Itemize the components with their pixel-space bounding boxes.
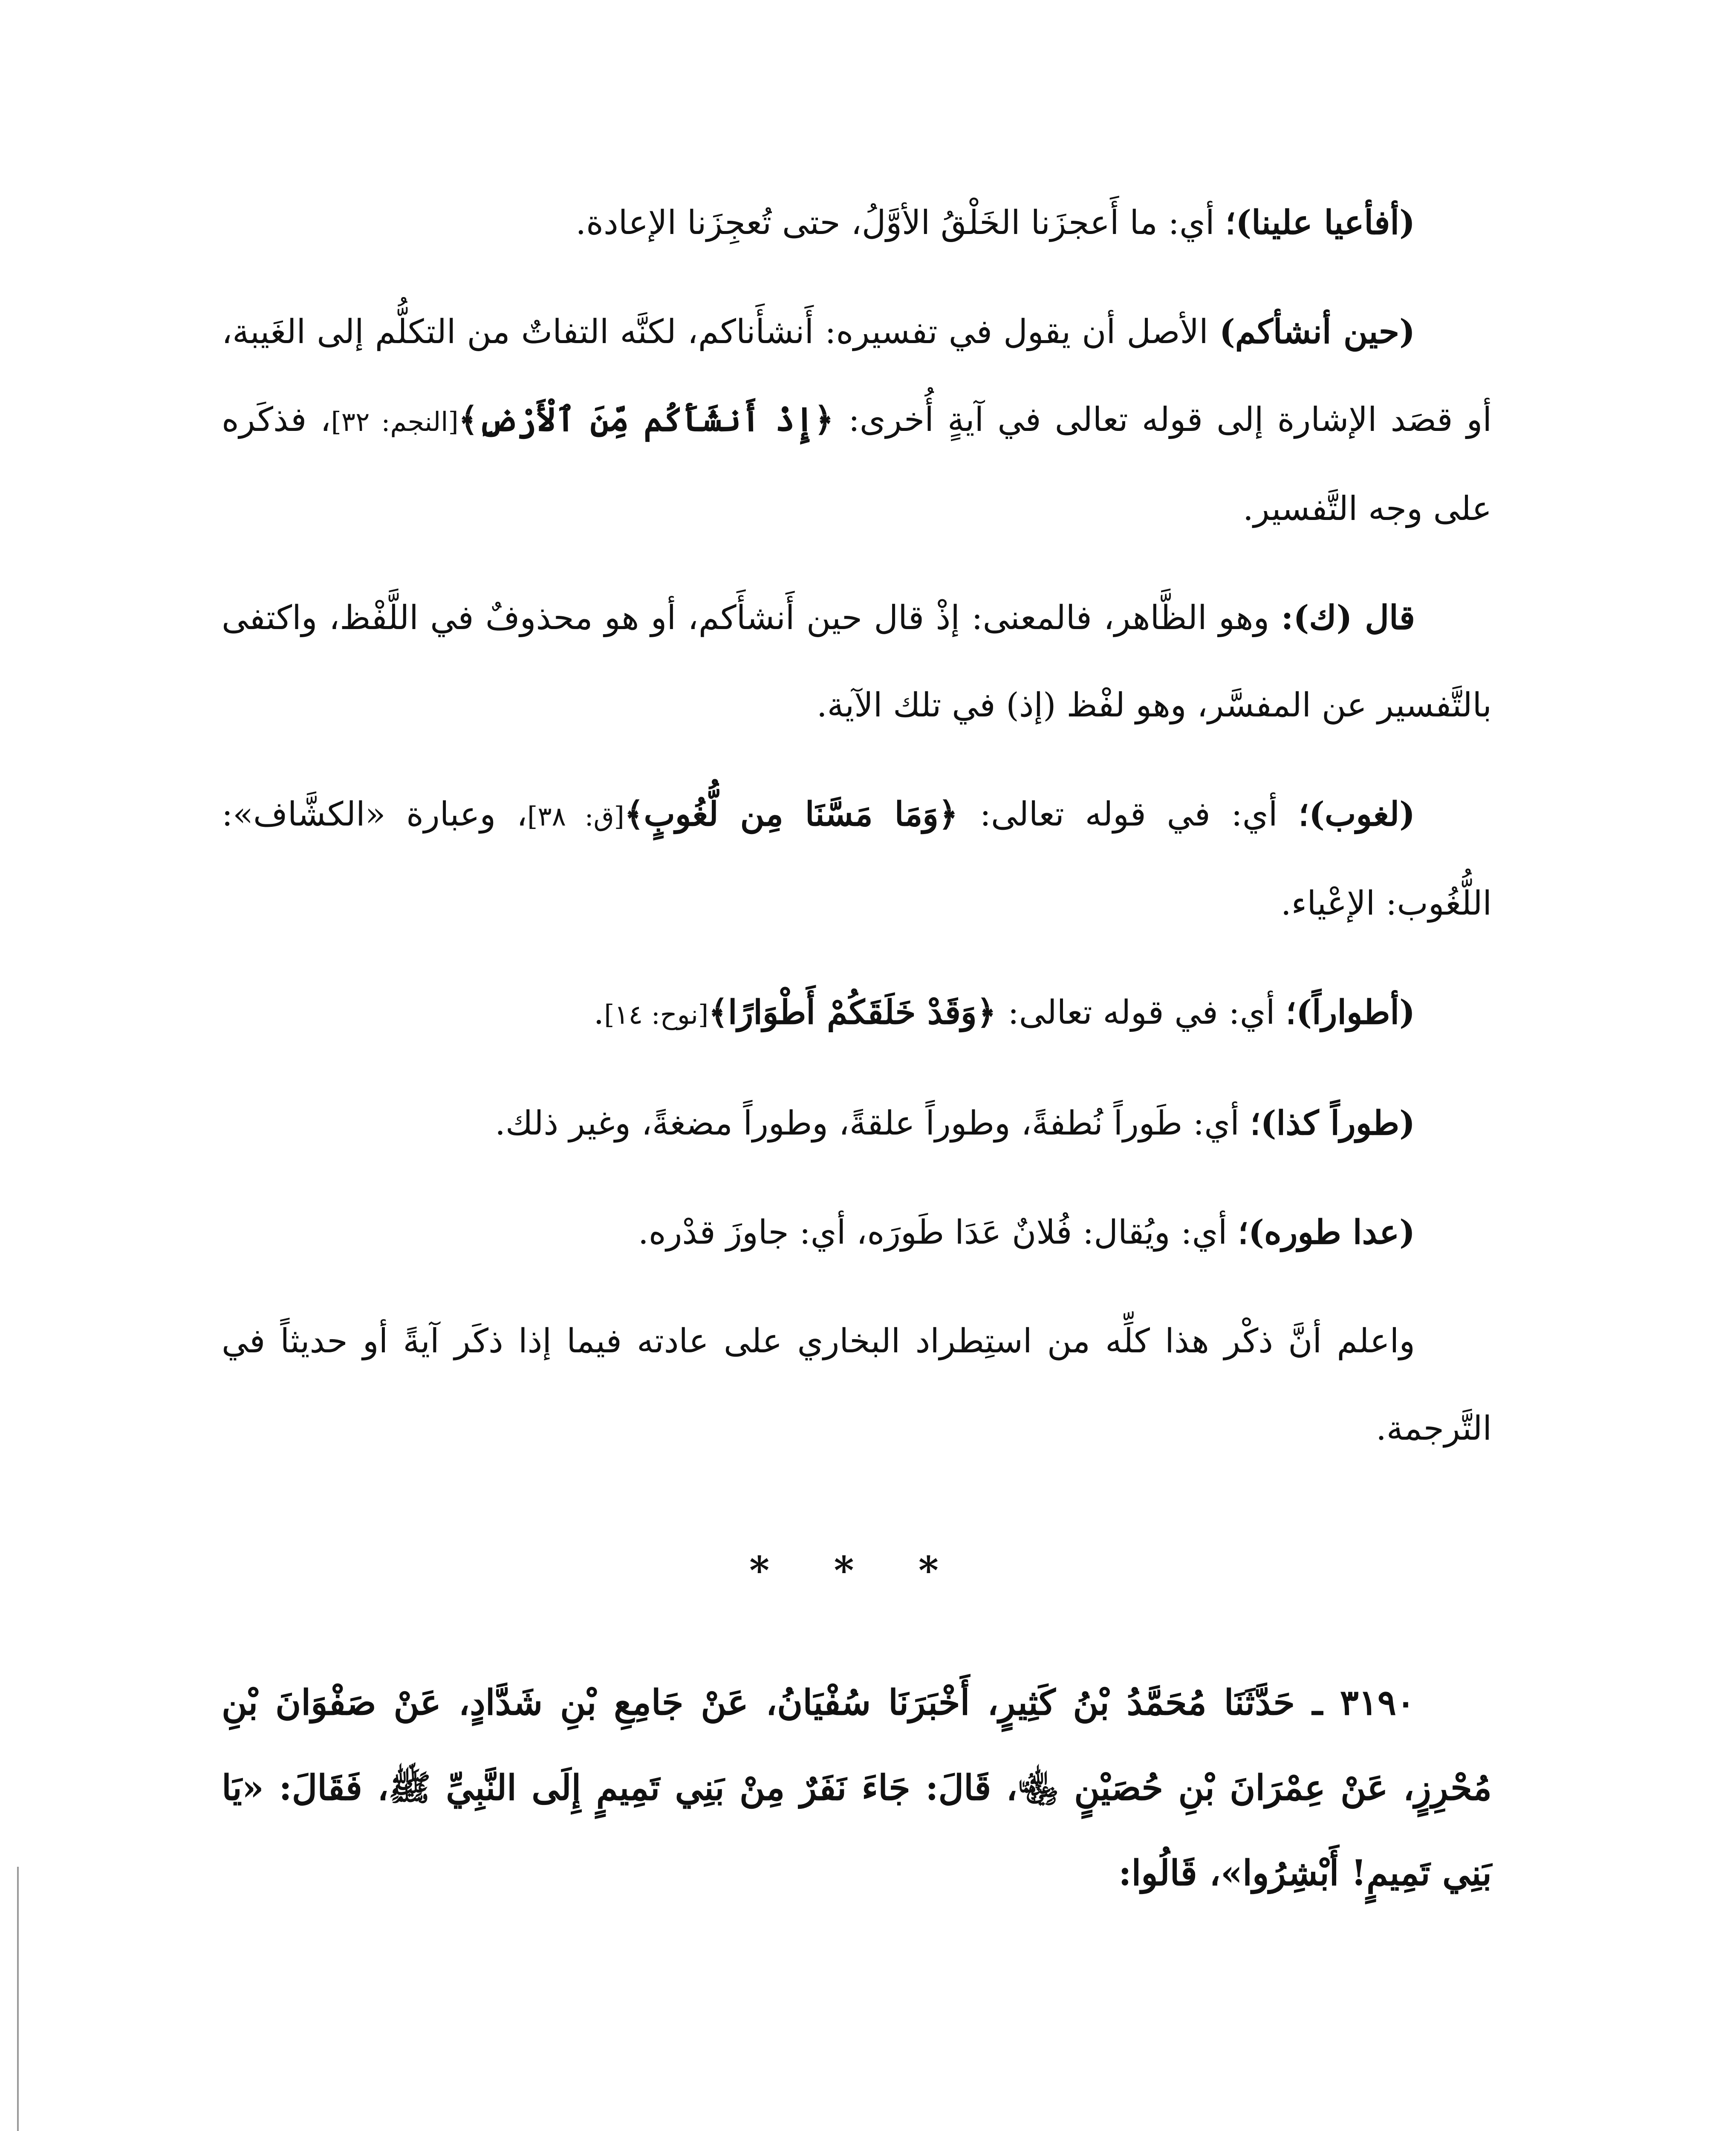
paragraph-body: وهو الظَّاهر، فالمعنى: إذْ قال حين أَنشأَكم، أو هو محذوفٌ في اللَّفْظ، واكتفى بالتَّفسير عن المفسَّر، وهو لفْظ (إذ) في تلك الآية. bbox=[222, 599, 1492, 725]
paragraph-body: واعلم أنَّ ذكْر هذا كلِّه من استِطراد البخاري على عادته فيما إذا ذكَر آيةً أو حديثاً في التَّرجمة. bbox=[222, 1322, 1492, 1448]
paragraph-body: أي: ويُقال: فُلانٌ عَدَا طَورَه، أي: جاوزَ قدْره. bbox=[638, 1213, 1238, 1252]
paragraph-body: الأصل أن يقول في تفسيره: أَنشأَناكم، لكنَّه التفاتٌ من التكلُّم إلى الغَيبة، أو قصَد الإشارة إلى قوله تعالى في آيةٍ أُخرى: bbox=[222, 313, 1492, 439]
paragraph-afaayina bbox=[222, 179, 1492, 267]
verse-reference: [ق: ٣٨] bbox=[527, 801, 624, 832]
term-heading: (عدا طوره)؛ bbox=[1238, 1213, 1415, 1252]
verse-reference: [النجم: ٣٢] bbox=[331, 406, 459, 437]
term-heading: قال (ك): bbox=[1281, 598, 1415, 637]
paragraph-tawran-kadha bbox=[222, 1080, 1492, 1167]
paragraph-ada-tawrah bbox=[222, 1189, 1492, 1276]
paragraph-body: أي: ما أَعجزَنا الخَلْقُ الأوَّلُ، حتى تُعجِزَنا الإعادة. bbox=[575, 204, 1225, 242]
paragraph-qala-k bbox=[222, 574, 1492, 749]
hadith-text: ٣١٩٠ ـ حَدَّثَنَا مُحَمَّدُ بْنُ كَثِيرٍ، أَخْبَرَنَا سُفْيَانُ، عَنْ جَامِعِ بْنِ شَدَّادٍ، عَنْ صَفْوَانَ بْنِ مُحْرِزٍ، عَنْ عِمْرَانَ بْنِ حُصَيْنٍ ﵄، قَالَ: جَاءَ نَفَرٌ مِنْ بَنِي تَمِيمٍ إِلَى النَّبِيِّ ﷺ، فَقَالَ: «يَا بَنِي تَمِيمٍ! أَبْشِرُوا»، قَالُوا: bbox=[222, 1682, 1492, 1894]
term-heading: (لغوب)؛ bbox=[1298, 795, 1415, 834]
commentary-text bbox=[222, 179, 1492, 1916]
paragraph-tail: ، فذكَره على وجه التَّفسير. bbox=[222, 401, 1492, 528]
paragraph-atwaran bbox=[222, 969, 1492, 1058]
term-heading: (طوراً كذا)؛ bbox=[1250, 1104, 1415, 1143]
term-heading: (أفأعيا علينا)؛ bbox=[1225, 203, 1415, 242]
term-heading: (أطواراً)؛ bbox=[1285, 993, 1415, 1032]
paragraph-body: أي: في قوله تعالى: bbox=[1008, 993, 1286, 1032]
paragraph-hina-anshaakum bbox=[222, 288, 1492, 553]
quran-verse: ﴿وَمَا مَسَّنَا مِن لُّغُوبٍ﴾ bbox=[624, 795, 980, 834]
paragraph-body: أي: طَوراً نُطفةً، وطوراً علقةً، وطوراً مضغةً، وغير ذلك. bbox=[495, 1104, 1250, 1143]
term-heading: (حين أنشأكم) bbox=[1219, 312, 1415, 351]
scan-edge-mark bbox=[17, 1867, 19, 2131]
verse-reference: [نوح: ١٤] bbox=[604, 999, 709, 1030]
paragraph-tail: ، وعبارة «الكشَّاف»: اللُّغُوب: الإعْياء. bbox=[222, 795, 1492, 923]
paragraph-lughub bbox=[222, 771, 1492, 947]
paragraph-closing-note bbox=[222, 1298, 1492, 1473]
quran-verse: ﴿إِذْ أَنشَأَكُم مِّنَ ٱلْأَرْضِ﴾ bbox=[458, 400, 849, 439]
section-separator: * * * bbox=[749, 1548, 964, 1593]
paragraph-tail: . bbox=[593, 993, 604, 1032]
paragraph-body: أي: في قوله تعالى: bbox=[979, 795, 1299, 834]
quran-verse: ﴿وَقَدْ خَلَقَكُمْ أَطْوَارًا﴾ bbox=[708, 993, 1008, 1032]
